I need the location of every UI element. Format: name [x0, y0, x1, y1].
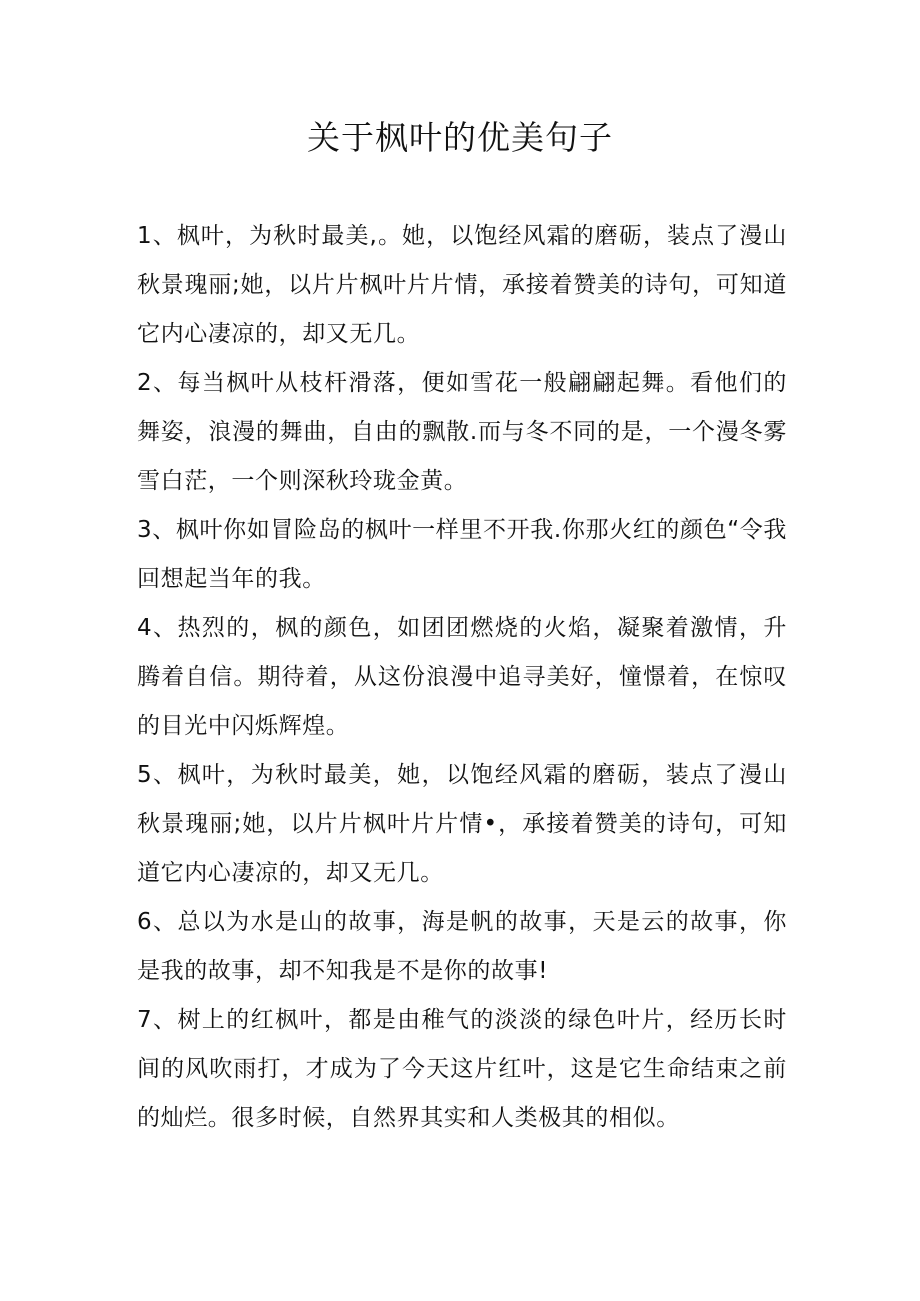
paragraph-5: 5、枫叶，为秋时最美，她，以饱经风霜的磨砺，装点了漫山秋景瑰丽;她，以片片枫叶片片情•，承接着赞美的诗句，可知道它内心凄凉的，却又无几。 — [137, 762, 787, 886]
paragraph-4: 4、热烈的，枫的颜色，如团团燃烧的火焰，凝聚着激情，升腾着自信。期待着，从这份浪漫中追寻美好，憧憬着，在惊叹的目光中闪烁辉煌。 — [137, 615, 787, 739]
paragraph-6: 6、总以为水是山的故事，海是帆的故事，天是云的故事，你是我的故事，却不知我是不是你的故事! — [137, 909, 787, 984]
paragraph-1: 1、枫叶，为秋时最美,。她，以饱经风霜的磨砺，装点了漫山秋景瑰丽;她，以片片枫叶片片情，承接着赞美的诗句，可知道它内心凄凉的，却又无几。 — [137, 223, 787, 347]
document-body — [137, 212, 787, 1143]
paragraph-7: 7、树上的红枫叶，都是由稚气的淡淡的绿色叶片，经历长时间的风吹雨打，才成为了今天这片红叶，这是它生命结束之前的灿烂。很多时候，自然界其实和人类极其的相似。 — [137, 1007, 787, 1131]
paragraph-2: 2、每当枫叶从枝杆滑落，便如雪花一般翩翩起舞。看他们的舞姿，浪漫的舞曲，自由的飘散.而与冬不同的是，一个漫冬雾雪白茫，一个则深秋玲珑金黄。 — [137, 370, 787, 494]
document-title: 关于枫叶的优美句子 — [307, 118, 613, 157]
paragraph-3: 3、枫叶你如冒险岛的枫叶一样里不开我.你那火红的颜色“令我回想起当年的我。 — [137, 517, 787, 592]
